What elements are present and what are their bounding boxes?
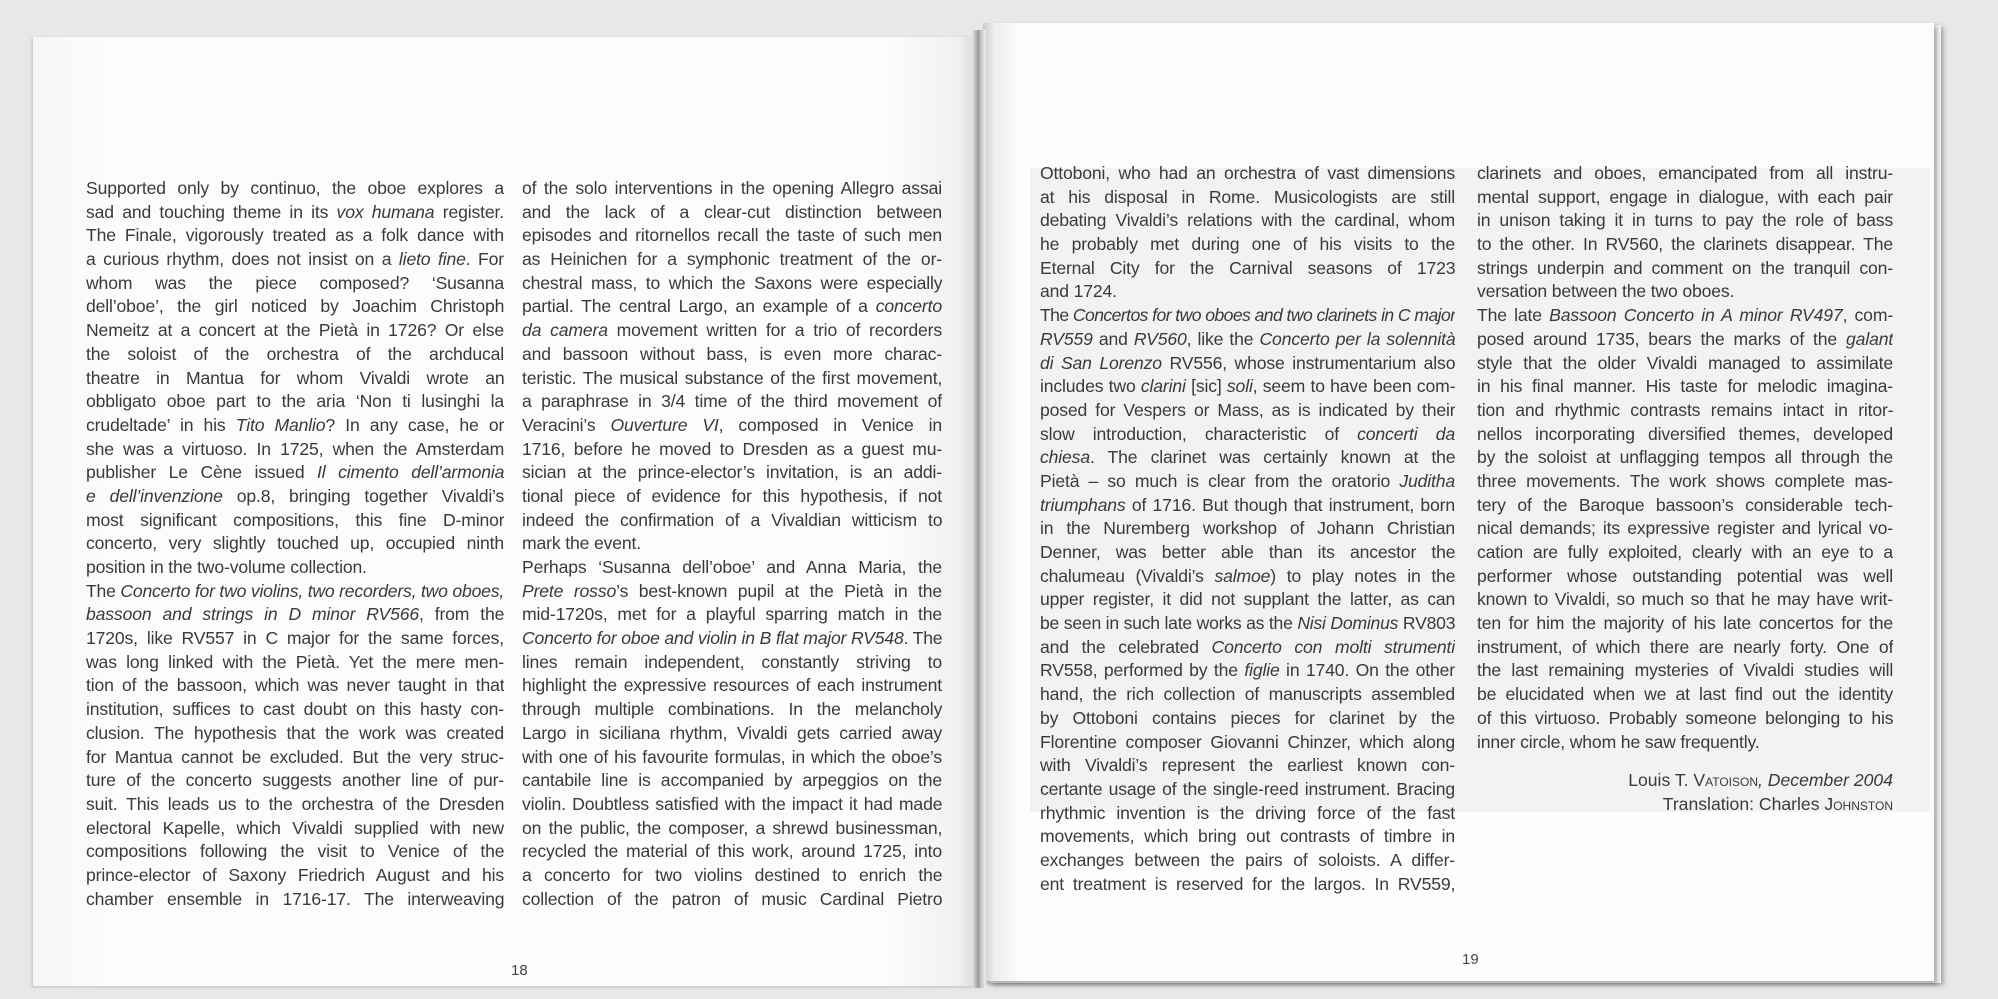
author-surname: Vatoison: [1693, 770, 1759, 790]
text-segment: violin. Doubtless satisfied with the impact it had made: [522, 793, 942, 814]
text-line: [1477, 731, 1893, 755]
text-segment: slow introduction, characteristic of: [1040, 423, 1358, 444]
text-line: [522, 438, 942, 462]
text-line: [1477, 612, 1893, 636]
signature-block: [1477, 768, 1893, 816]
text-segment: Eternal City for the Carnival seasons of 1723: [1040, 257, 1455, 278]
text-line: [1040, 588, 1455, 612]
italic-text: di San Lorenzo: [1040, 352, 1162, 373]
italic-text: triumphans: [1040, 494, 1126, 515]
text-segment: exchanges between the pairs of soloists. A differ-: [1040, 849, 1455, 870]
text-segment: nical demands; its expressive register and lyrical vo-: [1477, 518, 1893, 539]
text-line: [1040, 162, 1455, 186]
text-segment: mid-1720s, met for a playful sparring match in the: [522, 604, 942, 625]
text-line: [86, 793, 504, 817]
text-segment: 1716, before he moved to Dresden as a guest mu-: [522, 438, 942, 459]
text-segment: institution, suffices to cast doubt on this hasty con-: [86, 699, 504, 720]
page-number-right: 19: [1462, 951, 1479, 968]
text-line: [1477, 399, 1893, 423]
text-line: [86, 769, 504, 793]
text-segment: , from the: [419, 604, 504, 625]
text-segment: be seen in such late works as the: [1040, 613, 1298, 634]
text-segment: sician at the prince-elector’s invitation, is an addi-: [522, 462, 942, 483]
text-line: [1040, 494, 1455, 518]
text-line: [522, 461, 942, 485]
italic-text: salmoe: [1214, 565, 1271, 586]
text-segment: in unison taking it in turns to pay the role of bass: [1477, 210, 1893, 231]
text-segment: instrument, of which there are nearly forty. One of: [1477, 636, 1893, 657]
text-segment: ’s best-known pupil at the Pietà in the: [616, 580, 942, 601]
text-line: [1040, 659, 1455, 683]
text-line: [522, 840, 942, 864]
text-line: [86, 840, 504, 864]
text-segment: The late: [1477, 305, 1550, 326]
text-line: [1040, 328, 1455, 352]
text-segment: crudeltade’ in his: [86, 414, 236, 435]
text-segment: in the Nuremberg workshop of Johann Christian: [1040, 518, 1455, 539]
text-line: [522, 603, 942, 627]
text-segment: dell’oboe’, the girl noticed by Joachim Christoph: [86, 296, 504, 317]
text-line: [86, 295, 504, 319]
text-line: [522, 674, 942, 698]
text-segment: posed around 1735, bears the marks of the: [1477, 328, 1847, 349]
text-segment: inner circle, whom he saw frequently.: [1477, 731, 1760, 752]
text-segment: of 1716. But though that instrument, born: [1125, 494, 1455, 515]
italic-text: vox humana: [336, 201, 435, 222]
text-line: [1040, 541, 1455, 565]
text-line: [1477, 233, 1893, 257]
text-segment: upper register, it did not supplant the latter, as can: [1040, 589, 1455, 610]
text-segment: a curious rhythm, does not insist on a: [86, 249, 399, 270]
text-line: [1477, 541, 1893, 565]
text-line: [522, 817, 942, 841]
text-line: [1040, 754, 1455, 778]
text-segment: ture of the concerto suggests another line of pur-: [86, 770, 504, 791]
text-segment: nellos incorporating diversified themes, developed: [1477, 423, 1893, 444]
text-line: [86, 556, 504, 580]
text-segment: , like the: [1186, 328, 1260, 349]
italic-text: Bassoon Concerto in A minor RV497: [1549, 305, 1843, 326]
text-line: [1477, 446, 1893, 470]
text-segment: mark the event.: [522, 533, 642, 554]
text-segment: sad and touching theme in its: [86, 201, 337, 222]
text-segment: and the lack of a clear-cut distinction between: [522, 201, 942, 222]
text-line: [1477, 352, 1893, 376]
text-line: [522, 414, 942, 438]
text-segment: RV803: [1398, 613, 1455, 634]
text-segment: [sic]: [1185, 376, 1227, 397]
text-line: [1477, 423, 1893, 447]
text-segment: on the public, the composer, a shrewd businessman,: [522, 817, 942, 838]
text-segment: with Vivaldi’s represent the earliest known con-: [1040, 755, 1455, 776]
text-line: [86, 746, 504, 770]
text-segment: position in the two-volume collection.: [86, 557, 367, 577]
text-segment: certante usage of the single-reed instrument. Bracing: [1040, 778, 1455, 799]
text-line: [522, 295, 942, 319]
text-segment: Veracini’s: [522, 414, 611, 435]
text-line: [1477, 186, 1893, 210]
text-line: [1040, 352, 1455, 376]
text-line: [86, 651, 504, 675]
text-segment: tion and rhythmic contrasts remains intact in ritor-: [1477, 399, 1893, 420]
text-line: [86, 414, 504, 438]
italic-text: Concerto con molti strumenti: [1211, 636, 1455, 657]
text-segment: mental support, engage in dialogue, with each pair: [1477, 186, 1893, 207]
italic-text: bassoon and strings in D minor RV566: [86, 604, 419, 625]
text-line: [522, 224, 942, 248]
text-line: [86, 509, 504, 533]
italic-text: galant: [1846, 328, 1893, 349]
text-segment: in his final manner. His taste for melodic imagina-: [1477, 376, 1893, 397]
text-column-2: [522, 177, 942, 911]
text-line: [86, 272, 504, 296]
text-segment: and 1724.: [1040, 281, 1117, 302]
text-segment: cantabile line is accompanied by arpeggios on the: [522, 770, 942, 791]
text-segment: whom was the piece composed? ‘Susanna: [86, 272, 504, 293]
text-segment: through multiple combinations. In the melancholy: [522, 699, 942, 720]
text-segment: clusion. The hypothesis that the work was created: [86, 722, 504, 743]
text-segment: for Mantua cannot be excluded. But the very struc-: [86, 746, 504, 767]
text-line: [1040, 825, 1455, 849]
text-segment: as Heinichen for a symphonic treatment of the or-: [522, 249, 942, 270]
text-line: [86, 674, 504, 698]
text-segment: posed for Vespers or Mass, as is indicated by their: [1040, 399, 1455, 420]
text-segment: style that the older Vivaldi managed to assimilate: [1477, 352, 1893, 373]
text-line: [86, 485, 504, 509]
text-segment: Ottoboni, who had an orchestra of vast dimensions: [1040, 163, 1455, 183]
text-line: [1040, 802, 1455, 826]
text-line: [1040, 209, 1455, 233]
text-segment: episodes and ritornellos recall the taste of such men: [522, 225, 942, 246]
text-segment: concerto, very slightly touched up, occupied ninth: [86, 533, 504, 554]
text-line: [86, 461, 504, 485]
text-line: [1477, 494, 1893, 518]
text-line: [522, 485, 942, 509]
text-segment: RV558, performed by the: [1040, 660, 1245, 681]
italic-text: Ouverture VI: [610, 414, 719, 435]
text-line: [86, 580, 504, 604]
text-segment: hand, the rich collection of manuscripts assembled: [1040, 684, 1455, 705]
text-line: [1040, 612, 1455, 636]
text-line: [1477, 328, 1893, 352]
text-line: [1477, 209, 1893, 233]
text-segment: The: [86, 580, 121, 601]
text-line: [1040, 375, 1455, 399]
text-line: [1040, 731, 1455, 755]
text-segment: to the other. In RV560, the clarinets disappear. The: [1477, 234, 1893, 255]
text-segment: Largo in siciliana rhythm, Vivaldi gets carried away: [522, 722, 942, 743]
text-line: [522, 580, 942, 604]
text-column-3: [1040, 162, 1455, 896]
text-segment: be elucidated when we at last find out the identity: [1477, 684, 1893, 705]
text-line: [1040, 849, 1455, 873]
text-segment: debating Vivaldi’s relations with the cardinal, whom: [1040, 210, 1455, 231]
text-line: [522, 864, 942, 888]
text-line: [1040, 186, 1455, 210]
text-line: [1477, 588, 1893, 612]
text-line: [1040, 446, 1455, 470]
text-segment: prince-elector of Saxony Friedrich August and his: [86, 864, 504, 885]
italic-text: clarini: [1140, 376, 1186, 397]
text-line: [86, 224, 504, 248]
italic-text: Concertos for two oboes and two clarinets in C major: [1072, 305, 1455, 326]
text-line: [1040, 233, 1455, 257]
text-segment: Florentine composer Giovanni Chinzer, which along: [1040, 731, 1455, 752]
text-segment: movement written for a trio of recorders: [607, 320, 942, 341]
text-segment: at his disposal in Rome. Musicologists are still: [1040, 186, 1455, 207]
text-line: [1477, 565, 1893, 589]
italic-text: Tito Manlio: [235, 414, 326, 435]
text-segment: publisher Le Cène issued: [86, 462, 318, 483]
text-segment: movements, which bring out contrasts of timbre in: [1040, 826, 1455, 847]
text-line: [1477, 659, 1893, 683]
text-line: [1040, 280, 1455, 304]
italic-text: Il cimento dell’armonia: [317, 462, 504, 483]
text-line: [1477, 517, 1893, 541]
text-line: [522, 532, 942, 556]
text-segment: suit. This leads us to the orchestra of the Dresden: [86, 793, 504, 814]
text-segment: partial. The central Largo, an example of a: [522, 296, 876, 317]
text-segment: lines remain independent, constantly striving to: [522, 651, 942, 672]
text-segment: of this virtuoso. Probably someone belonging to his: [1477, 707, 1893, 728]
text-line: [86, 817, 504, 841]
text-segment: he probably met during one of his visits to the: [1040, 234, 1455, 255]
text-line: [1040, 873, 1455, 897]
text-line: [522, 319, 942, 343]
translation-label: Translation: Charles: [1662, 794, 1825, 814]
text-segment: , composed in Venice in: [718, 414, 942, 435]
text-segment: chalumeau (Vivaldi’s: [1040, 565, 1215, 586]
text-line: [86, 177, 504, 201]
text-line: [86, 319, 504, 343]
text-line: [522, 769, 942, 793]
text-segment: Denner, was better able than its ancestor the: [1040, 542, 1455, 562]
text-segment: performer whose outstanding potential was well: [1477, 565, 1893, 586]
text-segment: in 1740. On the other: [1279, 660, 1455, 681]
text-line: [522, 888, 942, 912]
text-line: [522, 627, 942, 651]
text-line: [522, 746, 942, 770]
text-line: [1040, 683, 1455, 707]
text-segment: ? In any case, he or: [325, 414, 504, 435]
italic-text: concerti da: [1357, 423, 1455, 444]
text-line: [86, 201, 504, 225]
text-line: [86, 367, 504, 391]
text-segment: compositions following the visit to Venice of the: [86, 841, 504, 862]
text-segment: 1720s, like RV557 in C major for the same forces,: [86, 628, 504, 649]
text-line: [1477, 257, 1893, 281]
text-line: [1477, 304, 1893, 328]
text-column-1: [86, 177, 504, 911]
text-segment: chamber ensemble in 1716-17. The interweaving: [86, 888, 504, 909]
text-segment: a paraphrase in 3/4 time of the third movement of: [522, 391, 942, 412]
text-segment: , seem to have been com-: [1252, 376, 1455, 397]
text-line: [86, 888, 504, 912]
text-segment: ) to play notes in the: [1270, 565, 1455, 586]
text-segment: tery of the Baroque bassoon’s considerable tech-: [1477, 494, 1893, 515]
text-line: [1040, 636, 1455, 660]
text-segment: , com-: [1842, 305, 1893, 326]
text-line: [522, 651, 942, 675]
text-segment: obbligato oboe part to the aria ‘Non ti lusinghi la: [86, 391, 504, 412]
author-first-name: Louis T.: [1628, 770, 1694, 790]
book-gutter: [972, 30, 986, 988]
text-segment: strings underpin and comment on the tranquil con-: [1477, 257, 1893, 278]
text-line: [1040, 399, 1455, 423]
text-segment: was long linked with the Pietà. Yet the mere men-: [86, 651, 504, 672]
italic-text: RV560: [1133, 328, 1187, 349]
text-segment: with one of his favourite formulas, in which the oboe’s: [522, 746, 942, 767]
author-line: [1477, 768, 1893, 792]
text-segment: and: [1092, 328, 1134, 349]
text-line: [522, 177, 942, 201]
italic-text: lieto fine: [398, 249, 466, 270]
italic-text: soli: [1226, 376, 1253, 397]
text-segment: highlight the expressive resources of each instrument: [522, 675, 942, 696]
italic-text: Concerto per la solennità: [1259, 328, 1455, 349]
italic-text: da camera: [522, 320, 608, 341]
text-line: [1477, 683, 1893, 707]
text-segment: chestral mass, to which the Saxons were especially: [522, 272, 942, 293]
text-line: [1477, 636, 1893, 660]
italic-text: Concerto for oboe and violin in B flat major RV548: [522, 628, 904, 649]
text-segment: ent treatment is reserved for the largos. In RV559,: [1040, 873, 1455, 894]
text-line: [1040, 707, 1455, 731]
text-segment: RV556, whose instrumentarium also: [1161, 352, 1455, 373]
italic-text: e dell’invenzione: [86, 485, 223, 506]
text-line: [1477, 470, 1893, 494]
text-segment: the last remaining mysteries of Vivaldi studies will: [1477, 660, 1893, 681]
italic-text: Prete rosso: [522, 580, 617, 601]
text-line: [86, 532, 504, 556]
translator-line: [1477, 792, 1893, 816]
italic-text: Nisi Dominus: [1297, 613, 1399, 634]
text-line: [522, 367, 942, 391]
text-line: [86, 390, 504, 414]
text-segment: recycled the material of this work, around 1725, into: [522, 841, 942, 862]
text-line: [1040, 470, 1455, 494]
text-line: [86, 722, 504, 746]
text-segment: and the celebrated: [1040, 636, 1212, 657]
text-line: [86, 438, 504, 462]
text-segment: Nemeitz at a concert at the Pietà in 1726? Or else: [86, 320, 504, 341]
text-line: [522, 343, 942, 367]
text-line: [1477, 162, 1893, 186]
text-segment: ten for him the majority of his late concertos for the: [1477, 613, 1893, 634]
text-line: [86, 603, 504, 627]
text-segment: and bassoon without bass, is even more charac-: [522, 343, 942, 364]
text-line: [1477, 280, 1893, 304]
text-segment: by the soloist at unflagging tempos all through the: [1477, 447, 1893, 468]
text-segment: Perhaps ‘Susanna dell’oboe’ and Anna Maria, the: [522, 557, 942, 577]
text-segment: tion of the bassoon, which was never taught in that: [86, 675, 504, 696]
text-column-4: [1477, 162, 1893, 754]
text-segment: The: [1040, 305, 1073, 326]
text-line: [522, 722, 942, 746]
text-line: [522, 248, 942, 272]
translator-surname: Johnston: [1824, 794, 1893, 814]
text-segment: known to Vivaldi, so much so that he may have writ-: [1477, 589, 1893, 610]
italic-text: chiesa: [1040, 447, 1090, 468]
text-segment: op.8, bringing together Vivaldi’s: [222, 485, 504, 506]
text-line: [1040, 304, 1455, 328]
italic-text: figlie: [1244, 660, 1280, 681]
italic-text: Juditha: [1399, 470, 1455, 491]
signature-date: , December 2004: [1758, 770, 1893, 790]
text-segment: of the solo interventions in the opening Allegro assai: [522, 178, 942, 198]
text-segment: clarinets and oboes, emancipated from all instru-: [1477, 163, 1893, 183]
text-segment: three movements. The work shows complete mas-: [1477, 470, 1893, 491]
text-segment: electoral Kapelle, which Vivaldi supplied with new: [86, 817, 504, 838]
text-line: [522, 698, 942, 722]
text-line: [1040, 517, 1455, 541]
text-segment: Supported only by continuo, the oboe explores a: [86, 178, 504, 198]
text-line: [1040, 423, 1455, 447]
text-line: [522, 390, 942, 414]
text-line: [1477, 375, 1893, 399]
text-segment: theatre in Mantua for whom Vivaldi wrote an: [86, 367, 504, 388]
text-segment: the soloist of the orchestra of the archducal: [86, 343, 504, 364]
text-segment: Pietà – so much is clear from the oratorio: [1040, 470, 1400, 491]
text-segment: by Ottoboni contains pieces for clarinet by the: [1040, 707, 1455, 728]
text-segment: she was a virtuoso. In 1725, when the Amsterdam: [86, 438, 504, 459]
text-line: [1040, 778, 1455, 802]
text-segment: rhythmic invention is the driving force of the fast: [1040, 802, 1455, 823]
text-segment: tional piece of evidence for this hypothesis, if not: [522, 485, 942, 506]
italic-text: RV559: [1040, 328, 1093, 349]
text-segment: cation are fully exploited, clearly with an eye to a: [1477, 542, 1893, 562]
text-segment: register.: [434, 201, 504, 222]
text-segment: most significant compositions, this fine D-minor: [86, 509, 504, 530]
text-segment: The Finale, vigorously treated as a folk dance with: [86, 225, 504, 246]
text-line: [86, 343, 504, 367]
page-number-left: 18: [511, 962, 528, 979]
text-line: [522, 556, 942, 580]
text-segment: indeed the confirmation of a Vivaldian witticism to: [522, 509, 942, 530]
text-line: [86, 627, 504, 651]
text-line: [86, 698, 504, 722]
text-line: [1040, 257, 1455, 281]
text-segment: . For: [465, 249, 504, 270]
text-segment: collection of the patron of music Cardinal Pietro: [522, 888, 942, 909]
text-segment: teristic. The musical substance of the first movement,: [522, 367, 942, 388]
text-segment: . The: [903, 628, 942, 649]
text-line: [86, 248, 504, 272]
text-line: [86, 864, 504, 888]
italic-text: Concerto for two violins, two recorders, two oboes,: [120, 580, 504, 601]
text-line: [1040, 565, 1455, 589]
text-line: [522, 272, 942, 296]
text-line: [1477, 707, 1893, 731]
italic-text: concerto: [875, 296, 942, 317]
text-line: [522, 793, 942, 817]
text-segment: a concerto for two violins destined to enrich the: [522, 864, 942, 885]
text-segment: versation between the two oboes.: [1477, 281, 1735, 302]
text-line: [522, 201, 942, 225]
text-line: [522, 509, 942, 533]
text-segment: . The clarinet was certainly known at the: [1089, 447, 1455, 468]
text-segment: includes two: [1040, 376, 1141, 397]
